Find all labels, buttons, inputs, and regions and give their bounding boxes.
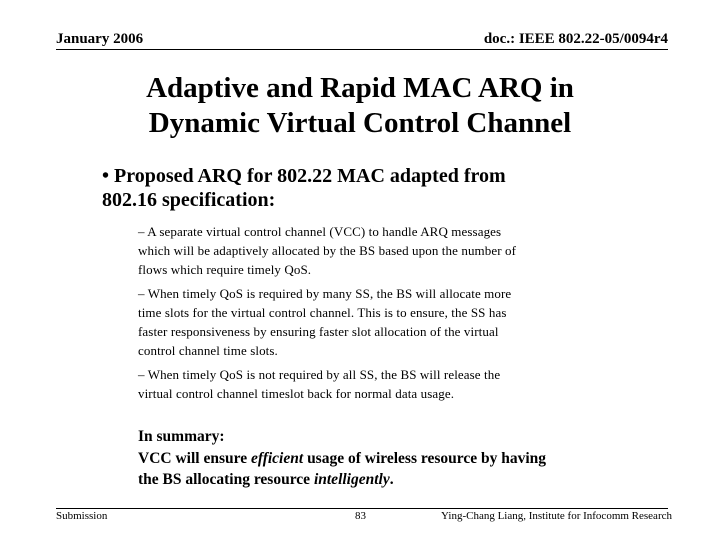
title-line-2: Dynamic Virtual Control Channel bbox=[148, 107, 572, 139]
summary-emphasis: efficient bbox=[250, 449, 304, 467]
sub-bullet-release bbox=[138, 365, 608, 403]
summary-block bbox=[138, 426, 618, 491]
sub-bullet-line: which will be adaptively allocated by the BS based upon the number of bbox=[138, 243, 517, 258]
header-doc-id: doc.: IEEE 802.22-05/0094r4 bbox=[483, 31, 668, 47]
sub-bullet-line: – When timely QoS is not required by all SS, the BS will release the bbox=[138, 367, 501, 382]
footer-submission: Submission bbox=[56, 510, 108, 522]
slide-title bbox=[0, 71, 720, 141]
header-rule bbox=[56, 49, 668, 50]
sub-bullet-line: faster responsiveness by ensuring faster slot allocation of the virtual bbox=[138, 324, 499, 339]
title-line-1: Adaptive and Rapid MAC ARQ in bbox=[146, 72, 574, 104]
header-date: January 2006 bbox=[56, 31, 144, 47]
footer-author: Ying-Chang Liang, Institute for Infocomm Research bbox=[441, 510, 672, 522]
main-bullet-line-1: • Proposed ARQ for 802.22 MAC adapted from bbox=[102, 165, 506, 187]
main-bullet-line-2: 802.16 specification: bbox=[102, 189, 276, 211]
summary-emphasis: intelligently bbox=[313, 471, 390, 488]
sub-bullet-line: virtual control channel timeslot back for normal data usage. bbox=[138, 386, 455, 401]
summary-text: . bbox=[389, 471, 394, 488]
sub-bullet-line: – A separate virtual control channel (VCC) to handle ARQ messages bbox=[138, 224, 502, 239]
sub-bullet-vcc bbox=[138, 222, 608, 279]
summary-text: usage of wireless resource by having bbox=[303, 449, 547, 467]
summary-heading: In summary: bbox=[138, 428, 225, 445]
main-bullet bbox=[102, 164, 622, 212]
sub-bullet-line: – When timely QoS is required by many SS, the BS will allocate more bbox=[138, 286, 512, 301]
summary-text: VCC will ensure bbox=[138, 449, 251, 467]
summary-line-2 bbox=[138, 469, 618, 491]
summary-text: the BS allocating resource bbox=[138, 471, 314, 488]
sub-bullet-allocate bbox=[138, 284, 608, 360]
footer-page-number: 83 bbox=[355, 510, 366, 522]
summary-line-1 bbox=[138, 448, 618, 470]
sub-bullet-line: time slots for the virtual control channel. This is to ensure, the SS has bbox=[138, 305, 507, 320]
sub-bullet-line: flows which require timely QoS. bbox=[138, 262, 312, 277]
sub-bullet-line: control channel time slots. bbox=[138, 343, 278, 358]
footer-rule bbox=[56, 508, 668, 509]
